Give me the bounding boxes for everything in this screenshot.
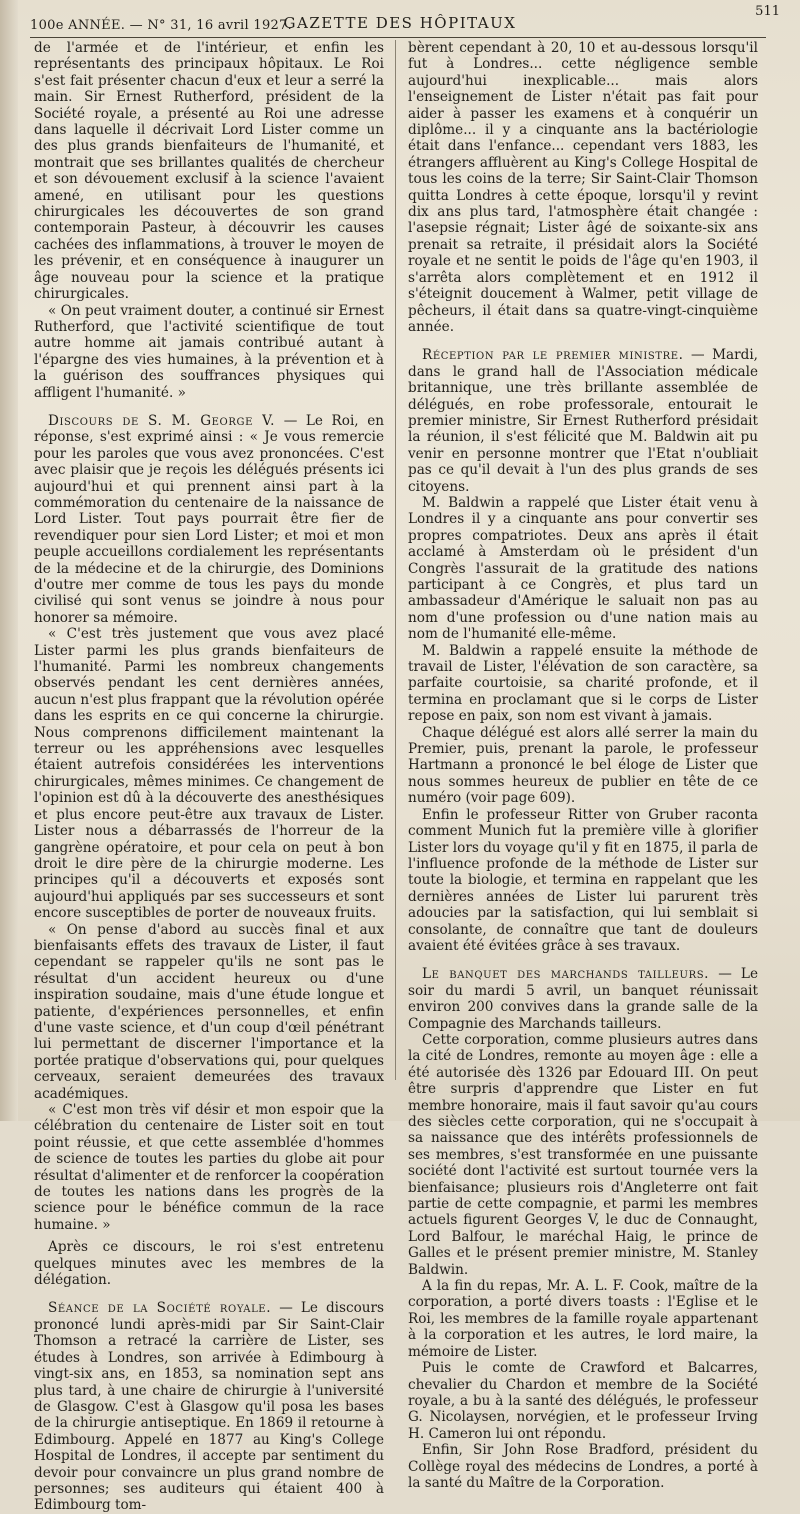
section-heading: Le banquet des marchands tailleurs. (422, 966, 710, 983)
left-column (34, 40, 384, 1514)
paragraph: bèrent cependant à 20, 10 et au-dessous lorsqu'il fut à Londres... cette négligence semble aujourd'hui inexplicable... mais alors l'enseignement de Lister n'était pas fait pour aider à passer les examens et à conquérir un diplôme... il y a cinquante ans la bactériologie était dans l'enfance... cependant vers 1883, les étrangers affluèrent au King's College Hospital de tous les coins de la terre; Sir Saint-Clair Thomson quitta Londres à cette époque, lorsqu'il y revint dix ans plus tard, l'atmosphère était changée : l'asepsie régnait; Lister âgé de soixante-six ans prenait sa retraite, il présidait alors la Société royale et ne sentit le poids de l'âge qu'en 1903, il s'arrêta alors complètement et en 1912 il s'éteignit doucement à Walmer, petit village de pêcheurs, il était dans sa quatre-vingt-cinquième année. (408, 40, 758, 335)
paragraph: « C'est mon très vif désir et mon espoir que la célébration du centenaire de Lister soit en tout point réussie, et que cette assemblée d'hommes de science de toutes les parties du globe ait pour résultat d'alimenter et de renforcer la coopération de toutes les nations dans les progrès de la science pour le bénéfice commun de la race humaine. » (34, 1102, 384, 1233)
paragraph: M. Baldwin a rappelé ensuite la méthode de travail de Lister, l'élévation de son caractère, sa parfaite courtoisie, sa charité profonde, et il termina en proclamant que si le corps de Lister repose en paix, son nom est vivant à jamais. (408, 642, 758, 725)
paragraph: Cette corporation, comme plusieurs autres dans la cité de Londres, remonte au moyen âge : elle a été autorisée dès 1326 par Edouard III. On peut être surpris d'apprendre que Lister en fut membre honoraire, mais il faut savoir qu'au cours des siècles cette corporation, qui ne s'occupait à sa naissance que des intérêts professionnels de ses membres, s'est transformée en une puissante société dont l'activité est surtout tournée vers la bienfaisance; plusieurs rois d'Angleterre ont fait partie de cette compagnie, et parmi les membres actuels figurent Georges V, le duc de Connaught, Lord Balfour, le maréchal Haig, le prince de Galles et le présent premier ministre, M. Stanley Baldwin. (408, 1031, 758, 1278)
paragraph: Enfin le professeur Ritter von Gruber raconta comment Munich fut la première ville à glorifier Lister lors du voyage qu'il y fit en 1875, il parla de l'influence profonde de la méthode de Lister sur toute la biologie, et termina en rappelant que les dernières années de Lister lui parurent très adoucies par la satisfaction, qui lui semblait si consolante, de connaître que tant de douleurs avaient été évitées grâce à ses travaux. (408, 806, 758, 954)
page-fold-shadow (0, 0, 18, 1121)
section-text: — Mardi, dans le grand hall de l'Association médicale britannique, une très brillante assemblée de délégués, en robe professorale, entourait le premier ministre, Sir Ernest Rutherford présidait la réunion, il s'est félicité que M. Baldwin ait pu venir en personne montrer que l'Etat n'oubliait pas ce qu'il devait à l'un des plus grands de ses citoyens. (408, 347, 758, 495)
section-heading: Discours de S. M. George V. (48, 412, 276, 429)
page-number: 511 (755, 4, 780, 19)
paragraph: « On peut vraiment douter, a continué sir Ernest Rutherford, que l'activité scientifique de tout autre homme ait jamais contribué autant à l'épargne des vies humaines, à la prévention et à la guérison des souffrances physiques qui affligent l'humanité. » (34, 302, 384, 401)
journal-title: GAZETTE DES HÔPITAUX (283, 14, 517, 32)
section-paragraph (408, 966, 758, 1032)
paragraph: Après ce discours, le roi s'est entretenu quelques minutes avec les membres de la délégation. (34, 1239, 384, 1289)
header-rule (30, 37, 766, 38)
paragraph: Enfin, Sir John Rose Bradford, président du Collège royal des médecins de Londres, a porté à la santé du Maître de la Corporation. (408, 1442, 758, 1491)
section-text: — Le discours prononcé lundi après-midi par Sir Saint-Clair Thomson a retracé la carrière de Lister, ses études à Londres, son arrivée à Edimbourg à vingt-six ans, en 1853, sa nomination sept ans plus tard, à une chaire de chirurgie à l'université de Glasgow. C'est à Glasgow qu'il posa les bases de la chirurgie antiseptique. En 1869 il retourne à Edimbourg. Appelé en 1877 au King's College Hospital de Londres, il accepte par sentiment du devoir pour convaincre un plus grand nombre de personnes; ses auditeurs qui étaient 400 à Edimbourg tom- (34, 1300, 385, 1514)
section-paragraph (408, 347, 758, 495)
section-paragraph (34, 413, 384, 626)
issue-line: 100e ANNÉE. — N° 31, 16 avril 1927. (30, 18, 293, 33)
section-heading: Réception par le premier ministre. (422, 347, 684, 364)
paragraph: Chaque délégué est alors allé serrer la main du Premier, puis, prenant la parole, le professeur Hartmann a prononcé le bel éloge de Lister que nous sommes heureux de publier en tête de ce numéro (voir page 609). (408, 724, 758, 807)
section-text: — Le soir du mardi 5 avril, un banquet réunissait environ 200 convives dans la grande salle de la Compagnie des Marchands tailleurs. (408, 966, 758, 1032)
paragraph: de l'armée et de l'intérieur, et enfin les représentants des principaux hôpitaux. Le Roi s'est fait présenter chacun d'eux et leur a serré la main. Sir Ernest Rutherford, président de la Société royale, a présenté au Roi une adresse dans laquelle il décrivait Lord Lister comme un des plus grands bienfaiteurs de l'humanité, et montrait que ses brillantes qualités de chercheur et son dévouement exclusif à la science l'avaient amené, en utilisant pour les questions chirurgicales les découvertes de son grand contemporain Pasteur, à découvrir les causes cachées des inflammations, à trouver le moyen de les prévenir, et en conséquence à inaugurer un âge nouveau pour la science et la pratique chirurgicales. (34, 40, 384, 303)
page-header (30, 4, 780, 33)
section-text: — Le Roi, en réponse, s'est exprimé ainsi : « Je vous remercie pour les paroles que vous avez prononcées. C'est avec plaisir que je reçois les délégués présents ici aujourd'hui et qui prennent ainsi part à la commémoration du centenaire de la naissance de Lord Lister. Tout pays pourrait être fier de revendiquer pour sien Lord Lister; et moi et mon peuple accueillons cordialement les représentants de la médecine et de la chirurgie, des Dominions d'outre mer comme de tous les pays du monde civilisé qui sont venus se joindre à nous pour honorer sa mémoire. (34, 412, 384, 626)
paragraph: M. Baldwin a rappelé que Lister était venu à Londres il y a cinquante ans pour convertir ses propres compatriotes. Deux ans après il était acclamé à Amsterdam où le président d'un Congrès l'assurait de la gratitude des nations participant à ce Congrès, et plus tard un ambassadeur d'Amérique le saluait non pas au nom d'une profession ou d'une nation mais au nom de l'humanité elle-même. (408, 494, 758, 643)
column-divider (395, 40, 396, 1080)
paragraph: « On pense d'abord au succès final et aux bienfaisants effets des travaux de Lister, il faut cependant se rappeler qu'ils ne sont pas le résultat d'un accident heureux ou d'une inspiration soudaine, mais d'une étude longue et patiente, d'expériences personnelles, et enfin d'une vaste science, et d'un coup d'œil pénétrant lui permettant de discerner l'importance et la portée pratique d'observations qui, pour quelques cerveaux, seraient demeurées des travaux académiques. (34, 921, 384, 1102)
section-paragraph (34, 1300, 384, 1513)
section-heading: Séance de la Société royale. (48, 1300, 272, 1317)
paragraph: Puis le comte de Crawford et Balcarres, chevalier du Chardon et membre de la Société royale, a bu à la santé des délégués, le professeur G. Nicolaysen, norvégien, et le professeur Irving H. Cameron lui ont répondu. (408, 1360, 758, 1442)
right-column (408, 40, 758, 1491)
paragraph: « C'est très justement que vous avez placé Lister parmi les plus grands bienfaiteurs de l'humanité. Parmi les nombreux changements observés pendant les cent dernières années, aucun n'est plus frappant que la révolution opérée dans les esprits en ce qui concerne la chirurgie. Nous comprenons difficilement maintenant la terreur ou les appréhensions avec lesquelles étaient autrefois considérées les interventions chirurgicales, mêmes minimes. Ce changement de l'opinion est dû à la découverte des anesthésiques et plus encore peut-être aux travaux de Lister. Lister nous a débarrassés de l'horreur de la gangrène opératoire, et pour cela on peut à bon droit le dire père de la chirurgie moderne. Les principes qu'il a découverts et exposés sont aujourd'hui appliqués par ses successeurs et sont encore susceptibles de porter de nouveaux fruits. (34, 626, 384, 922)
paragraph: A la fin du repas, Mr. A. L. F. Cook, maître de la corporation, a porté divers toasts : l'Eglise et le Roi, les membres de la famille royale appartenant à la corporation et les autres, le lord maire, la mémoire de Lister. (408, 1278, 758, 1360)
